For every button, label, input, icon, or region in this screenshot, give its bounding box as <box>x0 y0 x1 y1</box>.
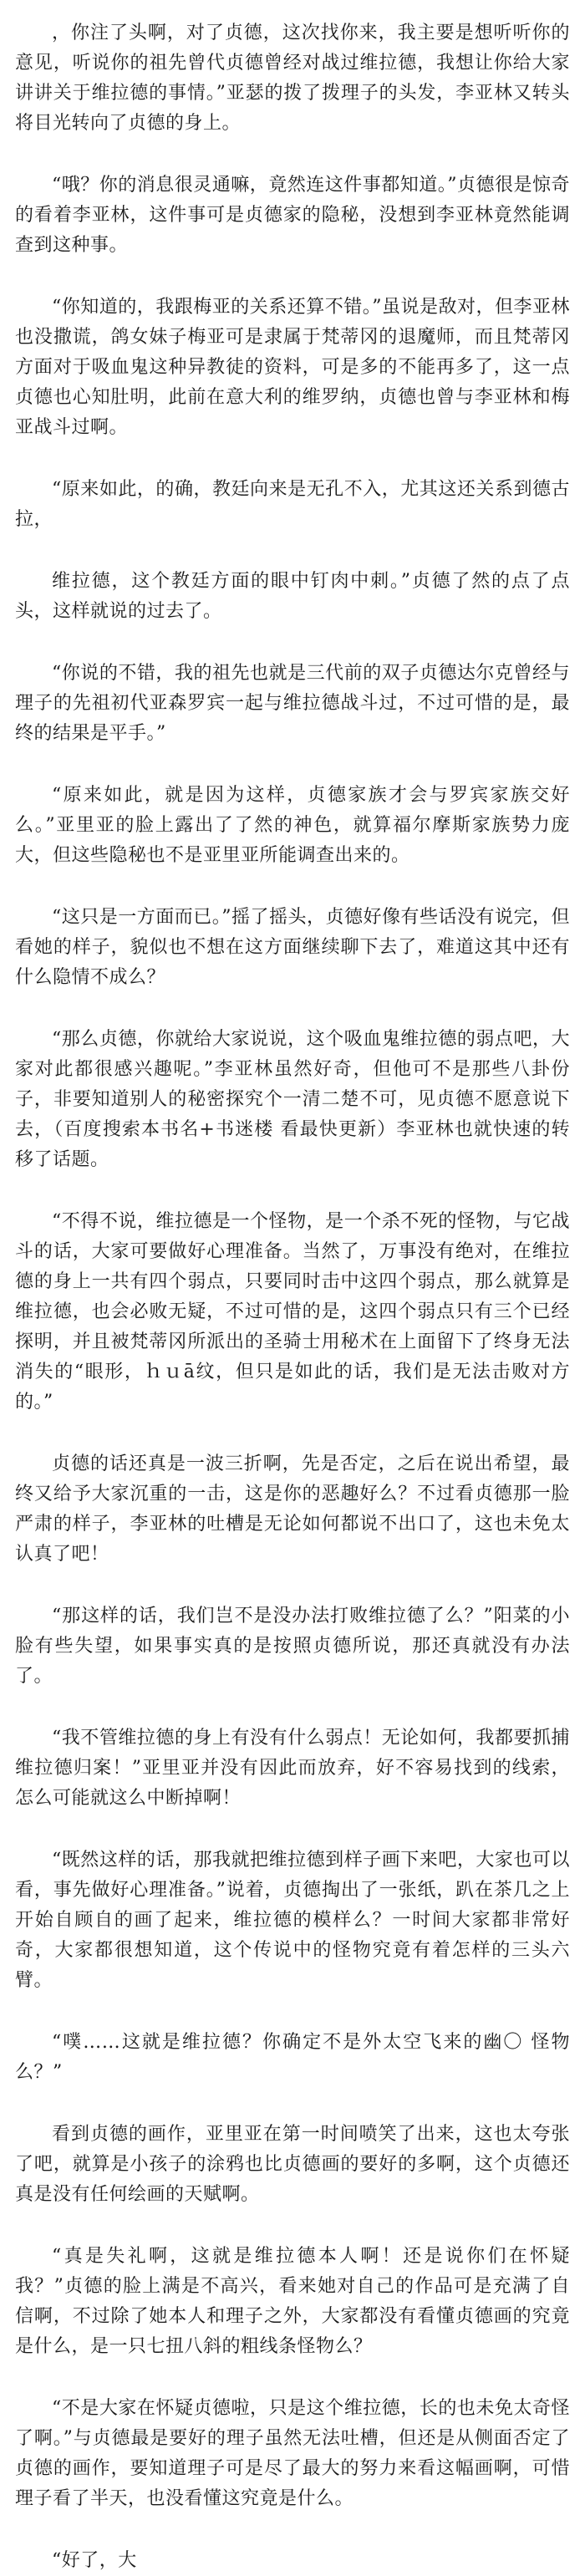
paragraph-17: “真是失礼啊，这就是维拉德本人啊！还是说你们在怀疑我？”贞德的脸上满是不高兴，看来她对自己的作品可是充满了自信啊，不过除了她本人和理子之外，大家都没有看懂贞德画的究竟是什么，是一只七扭八斜的粗线条怪物么？ <box>15 2246 570 2357</box>
paragraph-5: 维拉德，这个教廷方面的眼中钉肉中刺。”贞德了然的点了点头，这样就说的过去了。 <box>15 571 570 622</box>
paragraph-4: “原来如此，的确，教廷向来是无孔不入，尤其这还关系到德古拉， <box>15 479 570 530</box>
paragraph-15: “噗……这就是维拉德？你确定不是外太空飞来的幽〇 怪物么？” <box>15 2032 570 2083</box>
paragraph-14: “既然这样的话，那我就把维拉德到样子画下来吧，大家也可以看，事先做好心理准备。”说着，贞德掏出了一张纸，趴在茶几之上开始自顾自的画了起来，维拉德的模样么？一时间大家都非常好奇，大家都很想知道，这个传说中的怪物究竟有着怎样的三头六臂。 <box>15 1850 570 1991</box>
paragraph-11: 贞德的话还真是一波三折啊，先是否定，之后在说出希望，最终又给予大家沉重的一击，这是你的恶趣好么？不过看贞德那一脸严肃的样子，李亚林的吐槽是无论如何都说不出口了，这也未免太认真了吧！ <box>15 1453 570 1565</box>
paragraph-19: “好了，大 <box>52 2550 137 2571</box>
paragraph-1: ，你注了头啊，对了贞德，这次找你来，我主要是想听听你的意见，听说你的祖先曾代贞德曾经对战过维拉德，我想让你给大家讲讲关于维拉德的事情。”亚瑟的拨了拨理子的头发，李亚林又转头将目光转向了贞德的身上。 <box>15 23 570 134</box>
paragraph-6: “你说的不错，我的祖先也就是三代前的双子贞德达尔克曾经与理子的先祖初代亚森罗宾一起与维拉德战斗过，不过可惜的是，最终的结果是平手。” <box>15 663 570 744</box>
paragraph-10: “不得不说，维拉德是一个怪物，是一个杀不死的怪物，与它战斗的话，大家可要做好心理准备。当然了，万事没有绝对，在维拉德的身上一共有四个弱点，只要同时击中这四个弱点，那么就算是维拉德，也会必败无疑，不过可惜的是，这四个弱点只有三个已经探明，并且被梵蒂冈所派出的圣骑士用秘术在上面留下了终身无法消失的“眼形，ｈｕā纹，但只是如此的话，我们是无法击败对方的。” <box>15 1211 570 1413</box>
paragraph-2: “哦？你的消息很灵通嘛，竟然连这件事都知道。”贞德很是惊奇的看着李亚林，这件事可是贞德家的隐秘，没想到李亚林竟然能调查到这种事。 <box>15 175 570 256</box>
paragraph-12: “那这样的话，我们岂不是没办法打败维拉德了么？”阳菜的小脸有些失望，如果事实真的是按照贞德所说，那还真就没有办法了。 <box>15 1606 570 1687</box>
paragraph-18: “不是大家在怀疑贞德啦，只是这个维拉德，长的也未免太奇怪了啊。”与贞德最是要好的理子虽然无法吐槽，但还是从侧面否定了贞德的画作，要知道理子可是尽了最大的努力来看这幅画啊，可惜理子看了半天，也没看懂这究竟是什么。 <box>15 2398 570 2509</box>
paragraph-8: “这只是一方面而已。”摇了摇头，贞德好像有些话没有说完，但看她的样子，貌似也不想在这方面继续聊下去了，难道这其中还有什么隐情不成么？ <box>15 907 570 988</box>
paragraph-9: “那么贞德，你就给大家说说，这个吸血鬼维拉德的弱点吧，大家对此都很感兴趣呢。”李亚林虽然好奇，但他可不是那些八卦份子，非要知道别人的秘密探究个一清二楚不可，见贞德不愿意说下去，（百度搜索本书名+书迷楼 看最快更新）李亚林也就快速的转移了话题。 <box>15 1029 570 1170</box>
paragraph-16: 看到贞德的画作，亚里亚在第一时间喷笑了出来，这也太夸张了吧，就算是小孩子的涂鸦也比贞德画的要好的多啊，这个贞德还真是没有任何绘画的天赋啊。 <box>15 2124 570 2205</box>
paragraph-13: “我不管维拉德的身上有没有什么弱点！无论如何，我都要抓捕维拉德归案！”亚里亚并没有因此而放弃，好不容易找到的线索，怎么可能就这么中断掉啊！ <box>15 1728 570 1809</box>
paragraph-3: “你知道的，我跟梅亚的关系还算不错。”虽说是敌对，但李亚林也没撒谎，鸽女妹子梅亚可是隶属于梵蒂冈的退魔师，而且梵蒂冈方面对于吸血鬼这种异教徒的资料，可是多的不能再多了，这一点贞德也心知肚明，此前在意大利的维罗纳，贞德也曾与李亚林和梅亚战斗过啊。 <box>15 297 570 438</box>
paragraph-7: “原来如此，就是因为这样，贞德家族才会与罗宾家族交好么。”亚里亚的脸上露出了了然的神色，就算福尔摩斯家族势力庞大，但这些隐秘也不是亚里亚所能调查出来的。 <box>15 785 570 866</box>
